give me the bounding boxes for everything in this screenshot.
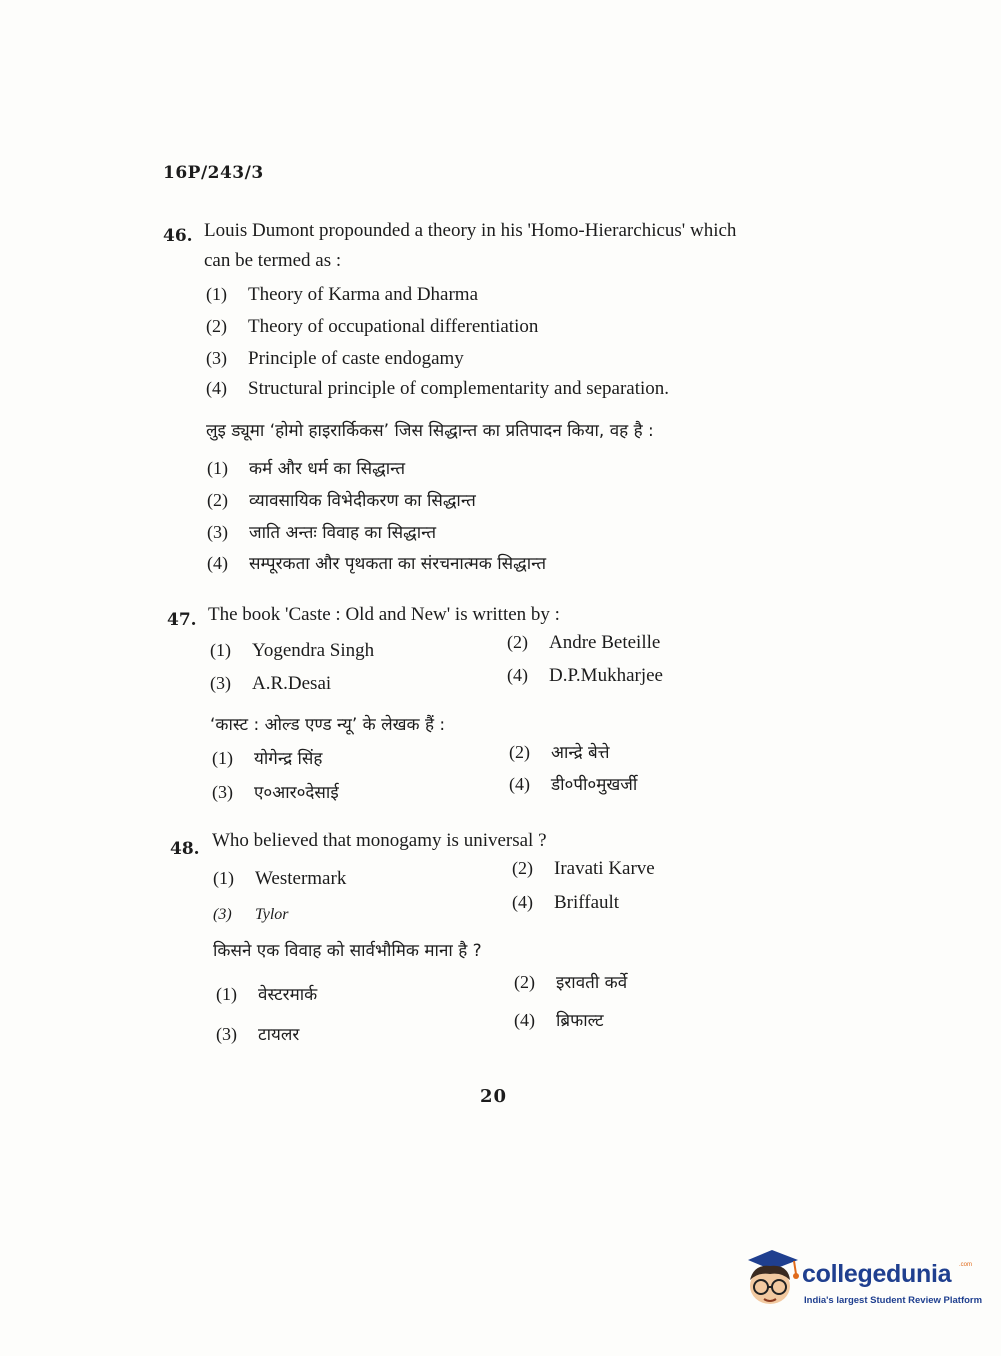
option-number: (3) [216,1024,237,1044]
paper-code: 16P/243/3 [163,163,264,183]
option-number: (4) [507,665,528,685]
question-47-option-2 [507,632,660,654]
option-number: (4) [512,892,533,912]
question-48-hindi-option-4 [514,1008,604,1031]
question-47-hindi-option-4 [509,772,637,795]
brand-suffix: .com [959,1262,973,1268]
page-number: 20 [480,1086,508,1107]
option-number: (1) [210,640,231,660]
mascot-icon [742,1250,800,1312]
question-46-hindi-option-2 [207,488,476,511]
option-number: (3) [212,782,233,802]
option-text: इरावती कर्वे [556,973,628,993]
question-48-option-4 [512,892,619,914]
brand-name: collegedunia [802,1260,952,1288]
question-48-number: 48. [170,839,200,859]
option-text: Briffault [554,892,620,913]
option-text: A.R.Desai [252,673,332,694]
option-text: Westermark [255,868,347,889]
option-text: ब्रिफाल्ट [556,1011,604,1031]
question-47-hindi-option-2 [509,740,610,763]
option-text: Theory of Karma and Dharma [248,284,479,305]
question-47-number: 47. [167,610,197,630]
option-text: टायलर [258,1025,300,1045]
question-46-option-4 [206,378,669,400]
option-text: सम्पूरकता और पृथकता का संरचनात्मक सिद्धान्त [249,554,547,574]
question-48-option-3 [213,904,288,924]
option-number: (1) [216,984,237,1004]
question-46-hindi-option-4 [207,551,546,574]
option-number: (4) [206,378,227,398]
question-48-stem: Who believed that monogamy is universal ? [212,830,547,851]
option-number: (2) [206,316,227,336]
option-number: (3) [213,906,232,923]
question-48-option-1 [213,868,346,890]
option-text: Theory of occupational differentiation [248,316,539,337]
question-46-option-1 [206,284,478,306]
option-number: (2) [512,858,533,878]
question-48-hindi-stem: किसने एक विवाह को सार्वभौमिक माना है ? [213,941,482,961]
option-number: (2) [514,972,535,992]
option-text: योगेन्द्र सिंह [254,749,323,769]
option-text: Andre Beteille [549,632,661,653]
option-text: कर्म और धर्म का सिद्धान्त [249,459,406,479]
option-number: (4) [207,553,228,573]
option-number: (3) [207,522,228,542]
option-number: (1) [207,458,228,478]
question-46-hindi-option-3 [207,520,436,543]
option-text: आन्द्रे बेत्ते [551,743,610,763]
option-text: Structural principle of complementarity and separation. [248,378,670,399]
question-48-hindi-option-3 [216,1022,299,1045]
option-text: D.P.Mukharjee [549,665,663,686]
option-text: डी०पी०मुखर्जी [551,775,638,795]
option-number: (2) [207,490,228,510]
question-46-hindi-stem: लुइ ड्यूमा ‘होमो हाइरार्किकस’ जिस सिद्धान्त का प्रतिपादन किया, वह है : [206,421,654,441]
question-47-option-4 [507,665,663,687]
option-number: (1) [213,868,234,888]
question-46-option-2 [206,316,538,338]
option-number: (3) [206,348,227,368]
question-46-hindi-option-1 [207,456,405,479]
brand-tagline: India's largest Student Review Platform [804,1295,983,1306]
option-text: Principle of caste endogamy [248,348,464,369]
option-text: व्यावसायिक विभेदीकरण का सिद्धान्त [249,491,476,511]
question-47-option-1 [210,640,374,662]
question-48-hindi-option-1 [216,982,317,1005]
option-number: (1) [212,748,233,768]
question-48-hindi-option-2 [514,970,627,993]
option-text: Iravati Karve [554,858,655,879]
question-47-option-3 [210,673,331,695]
question-47-hindi-option-1 [212,746,322,769]
collegedunia-watermark [742,1250,983,1320]
option-number: (1) [206,284,227,304]
option-number: (2) [507,632,528,652]
question-46-option-3 [206,348,464,370]
question-46-stem-line2: can be termed as : [204,250,342,271]
question-47-hindi-option-3 [212,780,339,803]
option-text: ए०आर०देसाई [254,783,339,803]
option-number: (3) [210,673,231,693]
option-text: Tylor [255,906,289,923]
question-46-stem-line1: Louis Dumont propounded a theory in his 'Homo-Hierarchicus' which [204,220,737,241]
question-46-number: 46. [163,226,193,246]
option-number: (2) [509,742,530,762]
question-47-stem: The book 'Caste : Old and New' is written by : [208,604,560,625]
question-47-hindi-stem: ‘कास्ट : ओल्ड एण्ड न्यू’ के लेखक हैं : [210,715,446,735]
option-number: (4) [514,1010,535,1030]
option-text: Yogendra Singh [252,640,375,661]
question-48-option-2 [512,858,655,880]
option-text: वेस्टरमार्क [258,985,318,1005]
option-text: जाति अन्तः विवाह का सिद्धान्त [249,523,437,543]
option-number: (4) [509,774,530,794]
